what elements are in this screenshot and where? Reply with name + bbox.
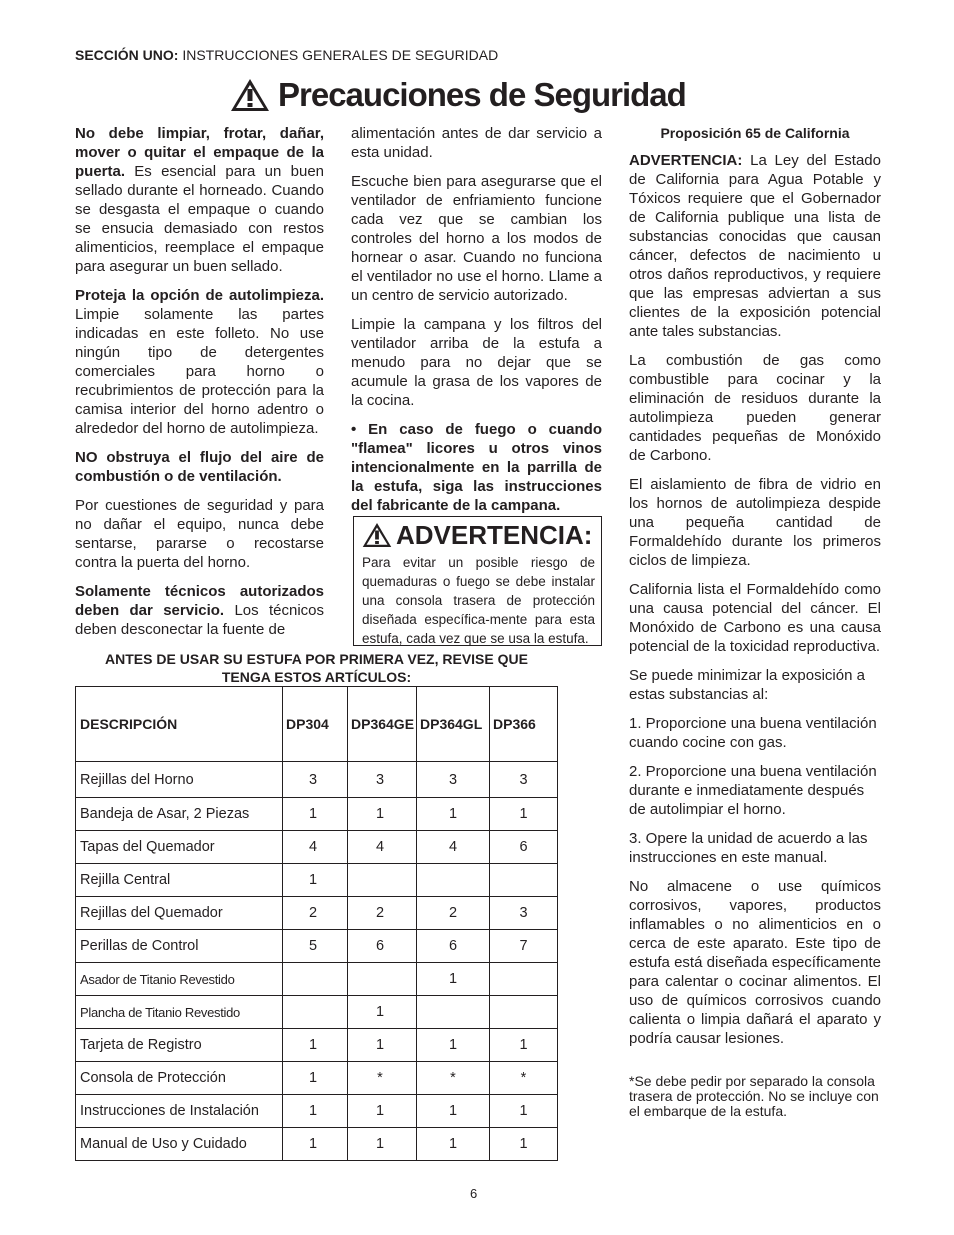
table-row <box>76 930 558 963</box>
page-number: 6 <box>470 1186 478 1201</box>
section-header <box>75 47 498 63</box>
table-row <box>76 1062 558 1095</box>
prop65-warning-text: La Ley del Estado de California para Agua Potable y Tóxicos requiere que el Gobernador de California publique una lista de substancias conocidas que causan cáncer, defectos de nacimiento u otros daños reproductivos, y requiere que las empresas adviertan a sus clientes de la exposición potencial ante tales substancias. <box>629 152 881 340</box>
paragraph-gasket <box>75 124 324 276</box>
prop65-warning-bold: ADVERTENCIA: <box>629 152 743 169</box>
table-cell-quantity: 1 <box>490 1128 558 1161</box>
table-cell-quantity: 5 <box>283 930 348 963</box>
warning-triangle-icon <box>230 78 270 112</box>
table-cell-description: Perillas de Control <box>76 930 283 963</box>
list-item-3: 3. Opere la unidad de acuerdo a las instrucciones en este manual. <box>629 830 868 866</box>
page-title <box>230 76 686 114</box>
service-bold: Solamente técnicos autorizados deben dar servicio. <box>75 583 324 619</box>
table-cell-quantity <box>490 864 558 897</box>
table-cell-description: Plancha de Titanio Revestido <box>76 996 283 1029</box>
table-header-cell: DP364GL <box>417 687 490 762</box>
table-cell-quantity: 1 <box>283 798 348 831</box>
warning-title: ADVERTENCIA: <box>396 519 593 550</box>
table-cell-quantity: 2 <box>348 897 417 930</box>
list-item-1: 1. Proporcione una buena ventilación cuando cocine con gas. <box>629 715 877 751</box>
table-cell-quantity: 1 <box>283 864 348 897</box>
table-row <box>76 1095 558 1128</box>
table-cell-quantity: 1 <box>348 1095 417 1128</box>
table-row <box>76 831 558 864</box>
table-cell-quantity: 1 <box>417 1128 490 1161</box>
footnote: *Se debe pedir por separado la consola trasera de protección. No se incluye con el embarque de la estufa. <box>629 1073 879 1119</box>
airflow-bold: NO obstruya el flujo del aire de combustión o de ventilación. <box>75 449 324 485</box>
table-cell-description: Tarjeta de Registro <box>76 1029 283 1062</box>
table-cell-quantity <box>417 864 490 897</box>
column-left <box>75 124 324 649</box>
table-cell-quantity: 1 <box>283 1095 348 1128</box>
table-cell-quantity <box>348 963 417 996</box>
table-cell-description: Rejilla Central <box>76 864 283 897</box>
table-row <box>76 1029 558 1062</box>
column-middle <box>351 124 602 525</box>
table-header-cell: DP366 <box>490 687 558 762</box>
paragraph-hood: Limpie la campana y los filtros del ventilador arriba de la estufa a menudo para no dejar que se acumule la grasa de los vapores de la cocina. <box>351 316 602 409</box>
table-cell-description: Manual de Uso y Cuidado <box>76 1128 283 1161</box>
table-cell-quantity: 4 <box>283 831 348 864</box>
self-clean-text: Limpie solamente las partes indicadas en este folleto. No use ningún tipo de detergentes comerciales para horno o recubrimientos de protección para la camisa interior del horno adentro o alrededor del horno de autolimpieza. <box>75 306 324 437</box>
table-cell-quantity: 1 <box>283 1029 348 1062</box>
table-heading <box>75 650 558 686</box>
paragraph-fiberglass: El aislamiento de fibra de vidrio en los hornos de autolimpieza despide una pequeña cantidad de Formaldehído durante los primeros ciclos de limpieza. <box>629 476 881 569</box>
table-cell-quantity <box>348 864 417 897</box>
table-cell-quantity: 3 <box>490 897 558 930</box>
table-cell-quantity: 3 <box>417 762 490 798</box>
table-cell-quantity: 1 <box>283 1128 348 1161</box>
paragraph-door: Por cuestiones de seguridad y para no dañar el equipo, nunca debe sentarse, pararse o recostarse contra la puerta del horno. <box>75 497 324 571</box>
table-cell-description: Bandeja de Asar, 2 Piezas <box>76 798 283 831</box>
table-row <box>76 762 558 798</box>
table-cell-quantity: 3 <box>348 762 417 798</box>
table-cell-quantity: * <box>490 1062 558 1095</box>
table-cell-quantity: 1 <box>490 798 558 831</box>
prop65-heading-text: Proposición 65 de California <box>660 125 850 141</box>
table-cell-quantity <box>417 996 490 1029</box>
paragraph-power: alimentación antes de dar servicio a esta unidad. <box>351 125 602 161</box>
table-cell-quantity <box>490 963 558 996</box>
table-cell-quantity: 6 <box>348 930 417 963</box>
table-row <box>76 996 558 1029</box>
table-heading-line-2: TENGA ESTOS ARTÍCULOS: <box>221 669 412 685</box>
paragraph-self-clean <box>75 286 324 438</box>
warning-text: Para evitar un posible riesgo de quemaduras o fuego se debe instalar una consola trasera de protección diseñada específica-mente para esta estufa, cada vez que se usa la estufa. <box>362 555 595 646</box>
table-header-cell: DP304 <box>283 687 348 762</box>
paragraph-combustion: La combustión de gas como combustible para cocinar y la eliminación de residuos durante la autolimpieza pueden generar cantidades pequeñas de Monóxido de Carbono. <box>629 352 881 464</box>
table-cell-quantity <box>283 996 348 1029</box>
table-cell-quantity: 6 <box>417 930 490 963</box>
table-cell-quantity: 1 <box>348 1128 417 1161</box>
gasket-text: Es esencial para un buen sellado durante el horneado. Cuando se desgasta el empaque o cuando se ensucia demasiado con restos alimenticios, reemplace el empaque para asegurar un buen sellado. <box>75 163 324 275</box>
table-cell-quantity: 3 <box>490 762 558 798</box>
service-text: Los técnicos deben desconectar la fuente de <box>75 602 324 638</box>
table-cell-quantity: 1 <box>490 1029 558 1062</box>
table-cell-description: Tapas del Quemador <box>76 831 283 864</box>
self-clean-bold: Proteja la opción de autolimpieza. <box>75 287 324 304</box>
table-cell-description: Rejillas del Horno <box>76 762 283 798</box>
table-cell-quantity: 4 <box>417 831 490 864</box>
table-cell-quantity: 7 <box>490 930 558 963</box>
table-cell-quantity: 3 <box>283 762 348 798</box>
table-row <box>76 864 558 897</box>
table-cell-quantity: 2 <box>417 897 490 930</box>
table-cell-quantity: * <box>417 1062 490 1095</box>
items-table <box>75 686 558 1161</box>
table-cell-quantity <box>490 996 558 1029</box>
table-header-row <box>76 687 558 762</box>
table-header-cell: DP364GE <box>348 687 417 762</box>
table-cell-description: Consola de Protección <box>76 1062 283 1095</box>
table-cell-description: Asador de Titanio Revestido <box>76 963 283 996</box>
table-heading-line-1: ANTES DE USAR SU ESTUFA POR PRIMERA VEZ, REVISE QUE <box>105 651 528 667</box>
table-cell-quantity: 4 <box>348 831 417 864</box>
table-cell-quantity: 1 <box>348 1029 417 1062</box>
list-item-2: 2. Proporcione una buena ventilación durante e inmediatamente después de autolimpiar el horno. <box>629 763 877 818</box>
paragraph-fire <box>351 420 602 515</box>
table-cell-quantity: 1 <box>348 798 417 831</box>
section-label: SECCIÓN UNO: <box>75 47 179 63</box>
table-cell-description: Instrucciones de Instalación <box>76 1095 283 1128</box>
table-cell-quantity: 1 <box>417 1095 490 1128</box>
table-cell-quantity: 6 <box>490 831 558 864</box>
paragraph-minimize: Se puede minimizar la exposición a estas substancias al: <box>629 667 865 703</box>
gasket-bold: No debe limpiar, frotar, dañar, mover o quitar el empaque de la puerta. <box>75 125 324 180</box>
warning-box <box>353 516 602 646</box>
title-text: Precauciones de Seguridad <box>278 76 686 113</box>
table-cell-quantity: 1 <box>283 1062 348 1095</box>
table-row <box>76 897 558 930</box>
table-cell-quantity: * <box>348 1062 417 1095</box>
table-header-cell: DESCRIPCIÓN <box>76 687 283 762</box>
fire-bold: • En caso de fuego o cuando "flamea" licores u otros vinos intencionalmente en la parrilla de la estufa, siga las instrucciones del fabricante de la campana. <box>351 421 602 514</box>
paragraph-fan: Escuche bien para asegurarse que el ventilador de enfriamiento funcione cada vez que se cambian los controles del horno a los modos de hornear o asar. Cuando no funciona el ventilador no use el horno. Llame a un centro de servicio autorizado. <box>351 173 602 304</box>
warning-header <box>354 517 601 551</box>
paragraph-service <box>75 582 324 639</box>
table-cell-description: Rejillas del Quemador <box>76 897 283 930</box>
prop65-heading <box>629 124 881 143</box>
paragraph-airflow <box>75 448 324 486</box>
section-text: INSTRUCCIONES GENERALES DE SEGURIDAD <box>178 47 499 63</box>
table-cell-quantity <box>283 963 348 996</box>
table-row <box>76 798 558 831</box>
table-cell-quantity: 1 <box>417 963 490 996</box>
table-cell-quantity: 1 <box>417 798 490 831</box>
table-row <box>76 1128 558 1161</box>
table-row <box>76 963 558 996</box>
warning-triangle-icon <box>362 522 392 548</box>
table-cell-quantity: 1 <box>417 1029 490 1062</box>
paragraph-formaldehyde: California lista el Formaldehído como una causa potencial del cáncer. El Monóxido de Carbono es una causa potencial de la toxicidad reproductiva. <box>629 581 881 655</box>
paragraph-prop65 <box>629 151 881 341</box>
table-cell-quantity: 1 <box>490 1095 558 1128</box>
table-cell-quantity: 1 <box>348 996 417 1029</box>
table-cell-quantity: 2 <box>283 897 348 930</box>
column-right <box>629 124 881 1058</box>
paragraph-chemicals: No almacene o use químicos corrosivos, vapores, productos inflamables o no alimenticios en o cerca de este aparato. Este tipo de estufa está diseñada específicamente para calentar o cocinar alimentos. El uso de químicos corrosivos cuando calienta o limpia dañará el aparato y podría causar lesiones. <box>629 878 881 1047</box>
